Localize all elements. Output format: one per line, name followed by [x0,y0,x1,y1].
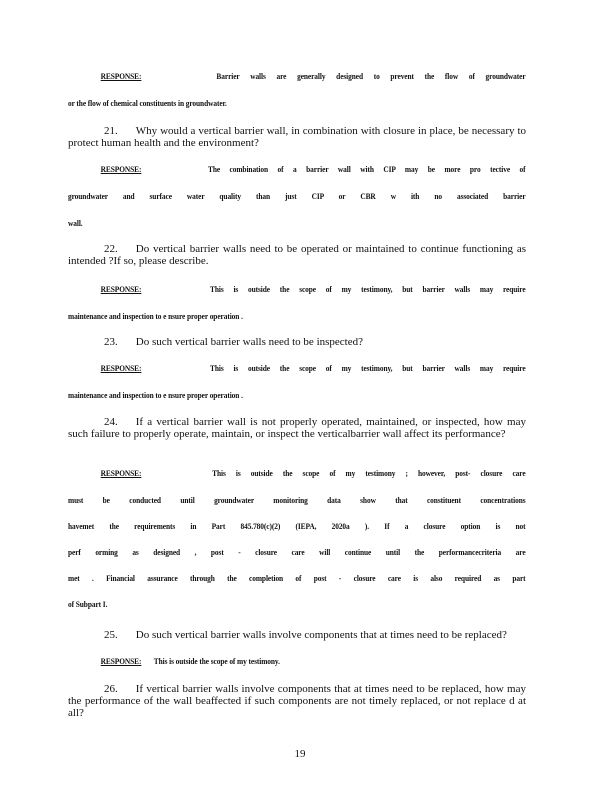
response-line: RESPONSE: This is outside the scope of my testimony, but barrier walls may require [100,363,526,373]
response-block-22 [68,284,526,321]
response-block-21 [68,164,526,228]
response-block-20 [68,71,526,108]
question-text: Do such vertical barrier walls need to be inspected? [135,336,363,348]
question-text: If a vertical barrier wall is not properly operated, maintained, or inspected, how may such failure to properly operate, maintain, or inspect the verticalbarrier wall affect its performance? [68,416,526,440]
response-block-24 [68,468,526,609]
question-number: 24. [104,416,118,428]
question-number: 22. [104,243,118,255]
question-number: 23. [104,336,118,348]
response-line: must be conducted until groundwater monitoring data show that constituent concentrations [68,495,526,505]
response-line: wall. [68,218,83,228]
question-25 [68,629,526,641]
response-line: perf orming as designed , post - closure care will continue until the performancecriteria are [68,547,526,557]
question-text: If vertical barrier walls involve components that at times need to be replaced, how may the performance of the wall beaffected if such components are not timely replaced, or not replace d at all? [68,683,526,719]
question-number: 25. [104,629,118,641]
response-line: of Subpart I. [68,599,108,609]
response-line: met . Financial assurance through the completion of post - closure care is also required as part [68,573,526,583]
response-line: RESPONSE: This is outside the scope of my testimony, but barrier walls may require [100,284,526,294]
response-block-23 [68,363,526,400]
response-line: or the flow of chemical constituents in groundwater. [68,98,227,108]
response-line: RESPONSE: This is outside the scope of my testimony. [100,656,280,666]
response-line: havemet the requirements in Part 845.780(c)(2) (IEPA, 2020a ). If a closure option is not [68,521,526,531]
response-line: maintenance and inspection to e nsure proper operation . [68,390,243,400]
response-line: RESPONSE: The combination of a barrier wall with CIP may be more pro tective of [100,164,526,174]
question-number: 26. [104,683,118,695]
question-21 [68,125,526,149]
page-number: 19 [294,748,306,760]
question-text: Do vertical barrier walls need to be operated or maintained to continue functioning as intended ?If so, please describe. [68,243,526,267]
question-23 [68,336,526,348]
question-24 [68,416,526,440]
response-line: maintenance and inspection to e nsure proper operation . [68,311,243,321]
response-block-25 [68,656,526,666]
question-26 [68,683,526,719]
question-number: 21. [104,125,118,137]
question-22 [68,243,526,267]
response-line: RESPONSE: This is outside the scope of my testimony ; however, post- closure care [100,468,526,478]
question-text: Why would a vertical barrier wall, in combination with closure in place, be necessary to protect human health and the environment? [68,125,526,149]
question-text: Do such vertical barrier walls involve components that at times need to be replaced? [135,629,507,641]
response-line: RESPONSE: Barrier walls are generally designed to prevent the flow of groundwater [100,71,526,81]
response-label: RESPONSE: [100,71,142,81]
response-line: groundwater and surface water quality than just CIP or CBR w ith no associated barrier [68,191,526,201]
